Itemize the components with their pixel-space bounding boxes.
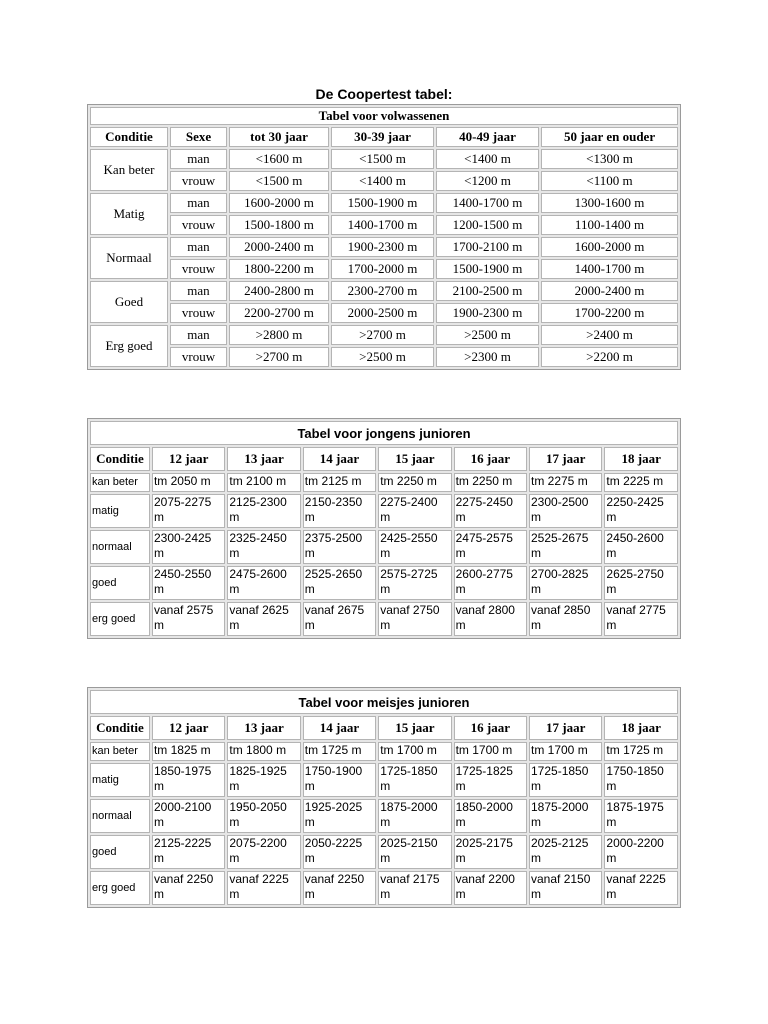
table-cell: 2075-2200 m	[227, 835, 300, 869]
table-cell: 2250-2425 m	[604, 494, 678, 528]
column-header: 18 jaar	[604, 447, 678, 471]
column-header: tot 30 jaar	[229, 127, 329, 147]
table-cell: 2000-2500 m	[331, 303, 434, 323]
table-cell: 2000-2100 m	[152, 799, 225, 833]
condition-label: matig	[90, 494, 150, 528]
table-cell: 1100-1400 m	[541, 215, 678, 235]
table-cell: 2375-2500 m	[303, 530, 376, 564]
table-cell: vanaf 2675 m	[303, 602, 376, 636]
condition-label: kan beter	[90, 473, 150, 492]
table-cell: tm 2225 m	[604, 473, 678, 492]
table-cell: 2275-2450 m	[454, 494, 527, 528]
table-row	[90, 566, 678, 600]
table-cell: tm 2050 m	[152, 473, 225, 492]
table-cell: 1400-1700 m	[331, 215, 434, 235]
sex-cell: man	[170, 281, 227, 301]
column-header: Conditie	[90, 716, 150, 740]
table-cell: 1725-1825 m	[454, 763, 527, 797]
table-cell: 1700-2000 m	[331, 259, 434, 279]
table-cell: 2050-2225 m	[303, 835, 376, 869]
table-cell: 2300-2700 m	[331, 281, 434, 301]
table-cell: 1800-2200 m	[229, 259, 329, 279]
table-cell: <1300 m	[541, 149, 678, 169]
table-cell: 2325-2450 m	[227, 530, 300, 564]
page-title: De Coopertest tabel:	[315, 86, 453, 102]
table-cell: <1500 m	[331, 149, 434, 169]
table-cell: 1500-1900 m	[436, 259, 539, 279]
boys-table	[87, 418, 681, 639]
table-row	[90, 799, 678, 833]
table-cell: 1750-1850 m	[604, 763, 678, 797]
table-row	[90, 494, 678, 528]
table-cell: 1875-2000 m	[529, 799, 602, 833]
table-cell: 2425-2550 m	[378, 530, 451, 564]
table-cell: 2125-2225 m	[152, 835, 225, 869]
table-cell: 2400-2800 m	[229, 281, 329, 301]
table-cell: tm 2100 m	[227, 473, 300, 492]
condition-label: goed	[90, 835, 150, 869]
table-cell: 2450-2600 m	[604, 530, 678, 564]
column-header: 16 jaar	[454, 716, 527, 740]
table-cell: 2025-2125 m	[529, 835, 602, 869]
table-cell: 1725-1850 m	[378, 763, 451, 797]
adults-table-caption: Tabel voor volwassenen	[90, 107, 678, 125]
column-header: Conditie	[90, 127, 168, 147]
column-header: 40-49 jaar	[436, 127, 539, 147]
table-cell: >2300 m	[436, 347, 539, 367]
table-cell: 2125-2300 m	[227, 494, 300, 528]
sex-cell: vrouw	[170, 347, 227, 367]
table-cell: vanaf 2250 m	[152, 871, 225, 905]
table-row	[90, 149, 678, 169]
table-row	[90, 259, 678, 279]
condition-label: Normaal	[90, 237, 168, 279]
table-cell: 1400-1700 m	[541, 259, 678, 279]
table-cell: 1850-2000 m	[454, 799, 527, 833]
table-cell: tm 2125 m	[303, 473, 376, 492]
table-cell: 1900-2300 m	[436, 303, 539, 323]
table-row	[90, 171, 678, 191]
table-cell: 2200-2700 m	[229, 303, 329, 323]
table-cell: 2150-2350 m	[303, 494, 376, 528]
condition-label: Erg goed	[90, 325, 168, 367]
table-cell: tm 2250 m	[378, 473, 451, 492]
table-cell: tm 1800 m	[227, 742, 300, 761]
sex-cell: man	[170, 149, 227, 169]
table-cell: tm 1700 m	[454, 742, 527, 761]
table-cell: vanaf 2850 m	[529, 602, 602, 636]
column-header: Sexe	[170, 127, 227, 147]
table-cell: tm 2250 m	[454, 473, 527, 492]
table-cell: tm 2275 m	[529, 473, 602, 492]
sex-cell: vrouw	[170, 215, 227, 235]
table-cell: <1400 m	[436, 149, 539, 169]
table-cell: 2025-2175 m	[454, 835, 527, 869]
column-header: 17 jaar	[529, 716, 602, 740]
condition-label: normaal	[90, 530, 150, 564]
table-cell: 1875-2000 m	[378, 799, 451, 833]
table-cell: 1750-1900 m	[303, 763, 376, 797]
table-cell: vanaf 2250 m	[303, 871, 376, 905]
table-cell: 1900-2300 m	[331, 237, 434, 257]
condition-label: erg goed	[90, 602, 150, 636]
sex-cell: man	[170, 193, 227, 213]
table-cell: >2700 m	[331, 325, 434, 345]
column-header: 12 jaar	[152, 716, 225, 740]
condition-label: Matig	[90, 193, 168, 235]
table-cell: >2500 m	[331, 347, 434, 367]
table-row	[90, 347, 678, 367]
table-cell: tm 1725 m	[303, 742, 376, 761]
adults-header-row	[90, 127, 678, 147]
table-cell: 1300-1600 m	[541, 193, 678, 213]
table-cell: 2475-2600 m	[227, 566, 300, 600]
table-cell: 1600-2000 m	[229, 193, 329, 213]
table-cell: 2100-2500 m	[436, 281, 539, 301]
condition-label: normaal	[90, 799, 150, 833]
column-header: 12 jaar	[152, 447, 225, 471]
table-cell: tm 1825 m	[152, 742, 225, 761]
table-row	[90, 763, 678, 797]
column-header: 14 jaar	[303, 447, 376, 471]
boys-header-row	[90, 447, 678, 471]
table-row	[90, 835, 678, 869]
table-cell: 1875-1975 m	[604, 799, 678, 833]
table-cell: 1825-1925 m	[227, 763, 300, 797]
column-header: 14 jaar	[303, 716, 376, 740]
table-cell: 2525-2675 m	[529, 530, 602, 564]
table-cell: 2000-2400 m	[229, 237, 329, 257]
table-cell: vanaf 2225 m	[604, 871, 678, 905]
table-cell: 2300-2425 m	[152, 530, 225, 564]
table-cell: 1400-1700 m	[436, 193, 539, 213]
table-row	[90, 237, 678, 257]
column-header: 50 jaar en ouder	[541, 127, 678, 147]
sex-cell: man	[170, 237, 227, 257]
table-cell: 2475-2575 m	[454, 530, 527, 564]
table-row	[90, 193, 678, 213]
condition-label: erg goed	[90, 871, 150, 905]
table-cell: 2075-2275 m	[152, 494, 225, 528]
table-cell: 2000-2400 m	[541, 281, 678, 301]
column-header: Conditie	[90, 447, 150, 471]
table-cell: 1950-2050 m	[227, 799, 300, 833]
column-header: 18 jaar	[604, 716, 678, 740]
table-cell: >2700 m	[229, 347, 329, 367]
table-row	[90, 303, 678, 323]
table-cell: 2275-2400 m	[378, 494, 451, 528]
table-cell: 1500-1900 m	[331, 193, 434, 213]
table-cell: tm 1700 m	[529, 742, 602, 761]
condition-label: kan beter	[90, 742, 150, 761]
table-row	[90, 871, 678, 905]
table-cell: >2200 m	[541, 347, 678, 367]
table-cell: <1600 m	[229, 149, 329, 169]
column-header: 16 jaar	[454, 447, 527, 471]
sex-cell: vrouw	[170, 259, 227, 279]
table-row	[90, 215, 678, 235]
adults-table	[87, 104, 681, 370]
table-cell: vanaf 2150 m	[529, 871, 602, 905]
condition-label: goed	[90, 566, 150, 600]
table-cell: 2000-2200 m	[604, 835, 678, 869]
table-cell: vanaf 2175 m	[378, 871, 451, 905]
girls-table	[87, 687, 681, 908]
table-cell: vanaf 2225 m	[227, 871, 300, 905]
table-cell: 2600-2775 m	[454, 566, 527, 600]
table-row	[90, 281, 678, 301]
table-cell: vanaf 2800 m	[454, 602, 527, 636]
table-cell: 1925-2025 m	[303, 799, 376, 833]
table-cell: 1500-1800 m	[229, 215, 329, 235]
column-header: 30-39 jaar	[331, 127, 434, 147]
table-cell: vanaf 2200 m	[454, 871, 527, 905]
table-cell: 2700-2825 m	[529, 566, 602, 600]
table-cell: >2500 m	[436, 325, 539, 345]
table-cell: tm 1725 m	[604, 742, 678, 761]
table-cell: 1700-2100 m	[436, 237, 539, 257]
column-header: 15 jaar	[378, 447, 451, 471]
condition-label: Kan beter	[90, 149, 168, 191]
table-cell: vanaf 2625 m	[227, 602, 300, 636]
table-cell: 1200-1500 m	[436, 215, 539, 235]
table-cell: vanaf 2750 m	[378, 602, 451, 636]
sex-cell: man	[170, 325, 227, 345]
table-cell: 2300-2500 m	[529, 494, 602, 528]
table-cell: 2625-2750 m	[604, 566, 678, 600]
table-cell: >2800 m	[229, 325, 329, 345]
column-header: 13 jaar	[227, 716, 300, 740]
table-row	[90, 602, 678, 636]
column-header: 15 jaar	[378, 716, 451, 740]
table-cell: 2450-2550 m	[152, 566, 225, 600]
column-header: 17 jaar	[529, 447, 602, 471]
table-cell: 2575-2725 m	[378, 566, 451, 600]
girls-header-row	[90, 716, 678, 740]
table-cell: >2400 m	[541, 325, 678, 345]
table-row	[90, 325, 678, 345]
table-cell: <1400 m	[331, 171, 434, 191]
table-cell: 1725-1850 m	[529, 763, 602, 797]
sex-cell: vrouw	[170, 303, 227, 323]
table-cell: 2525-2650 m	[303, 566, 376, 600]
girls-table-caption: Tabel voor meisjes junioren	[90, 690, 678, 714]
boys-table-caption: Tabel voor jongens junioren	[90, 421, 678, 445]
column-header: 13 jaar	[227, 447, 300, 471]
table-row	[90, 473, 678, 492]
table-row	[90, 742, 678, 761]
table-cell: 1600-2000 m	[541, 237, 678, 257]
table-cell: <1100 m	[541, 171, 678, 191]
condition-label: Goed	[90, 281, 168, 323]
table-cell: vanaf 2575 m	[152, 602, 225, 636]
table-cell: 2025-2150 m	[378, 835, 451, 869]
table-cell: <1200 m	[436, 171, 539, 191]
table-cell: tm 1700 m	[378, 742, 451, 761]
table-cell: <1500 m	[229, 171, 329, 191]
table-cell: vanaf 2775 m	[604, 602, 678, 636]
condition-label: matig	[90, 763, 150, 797]
table-cell: 1700-2200 m	[541, 303, 678, 323]
table-cell: 1850-1975 m	[152, 763, 225, 797]
table-row	[90, 530, 678, 564]
sex-cell: vrouw	[170, 171, 227, 191]
